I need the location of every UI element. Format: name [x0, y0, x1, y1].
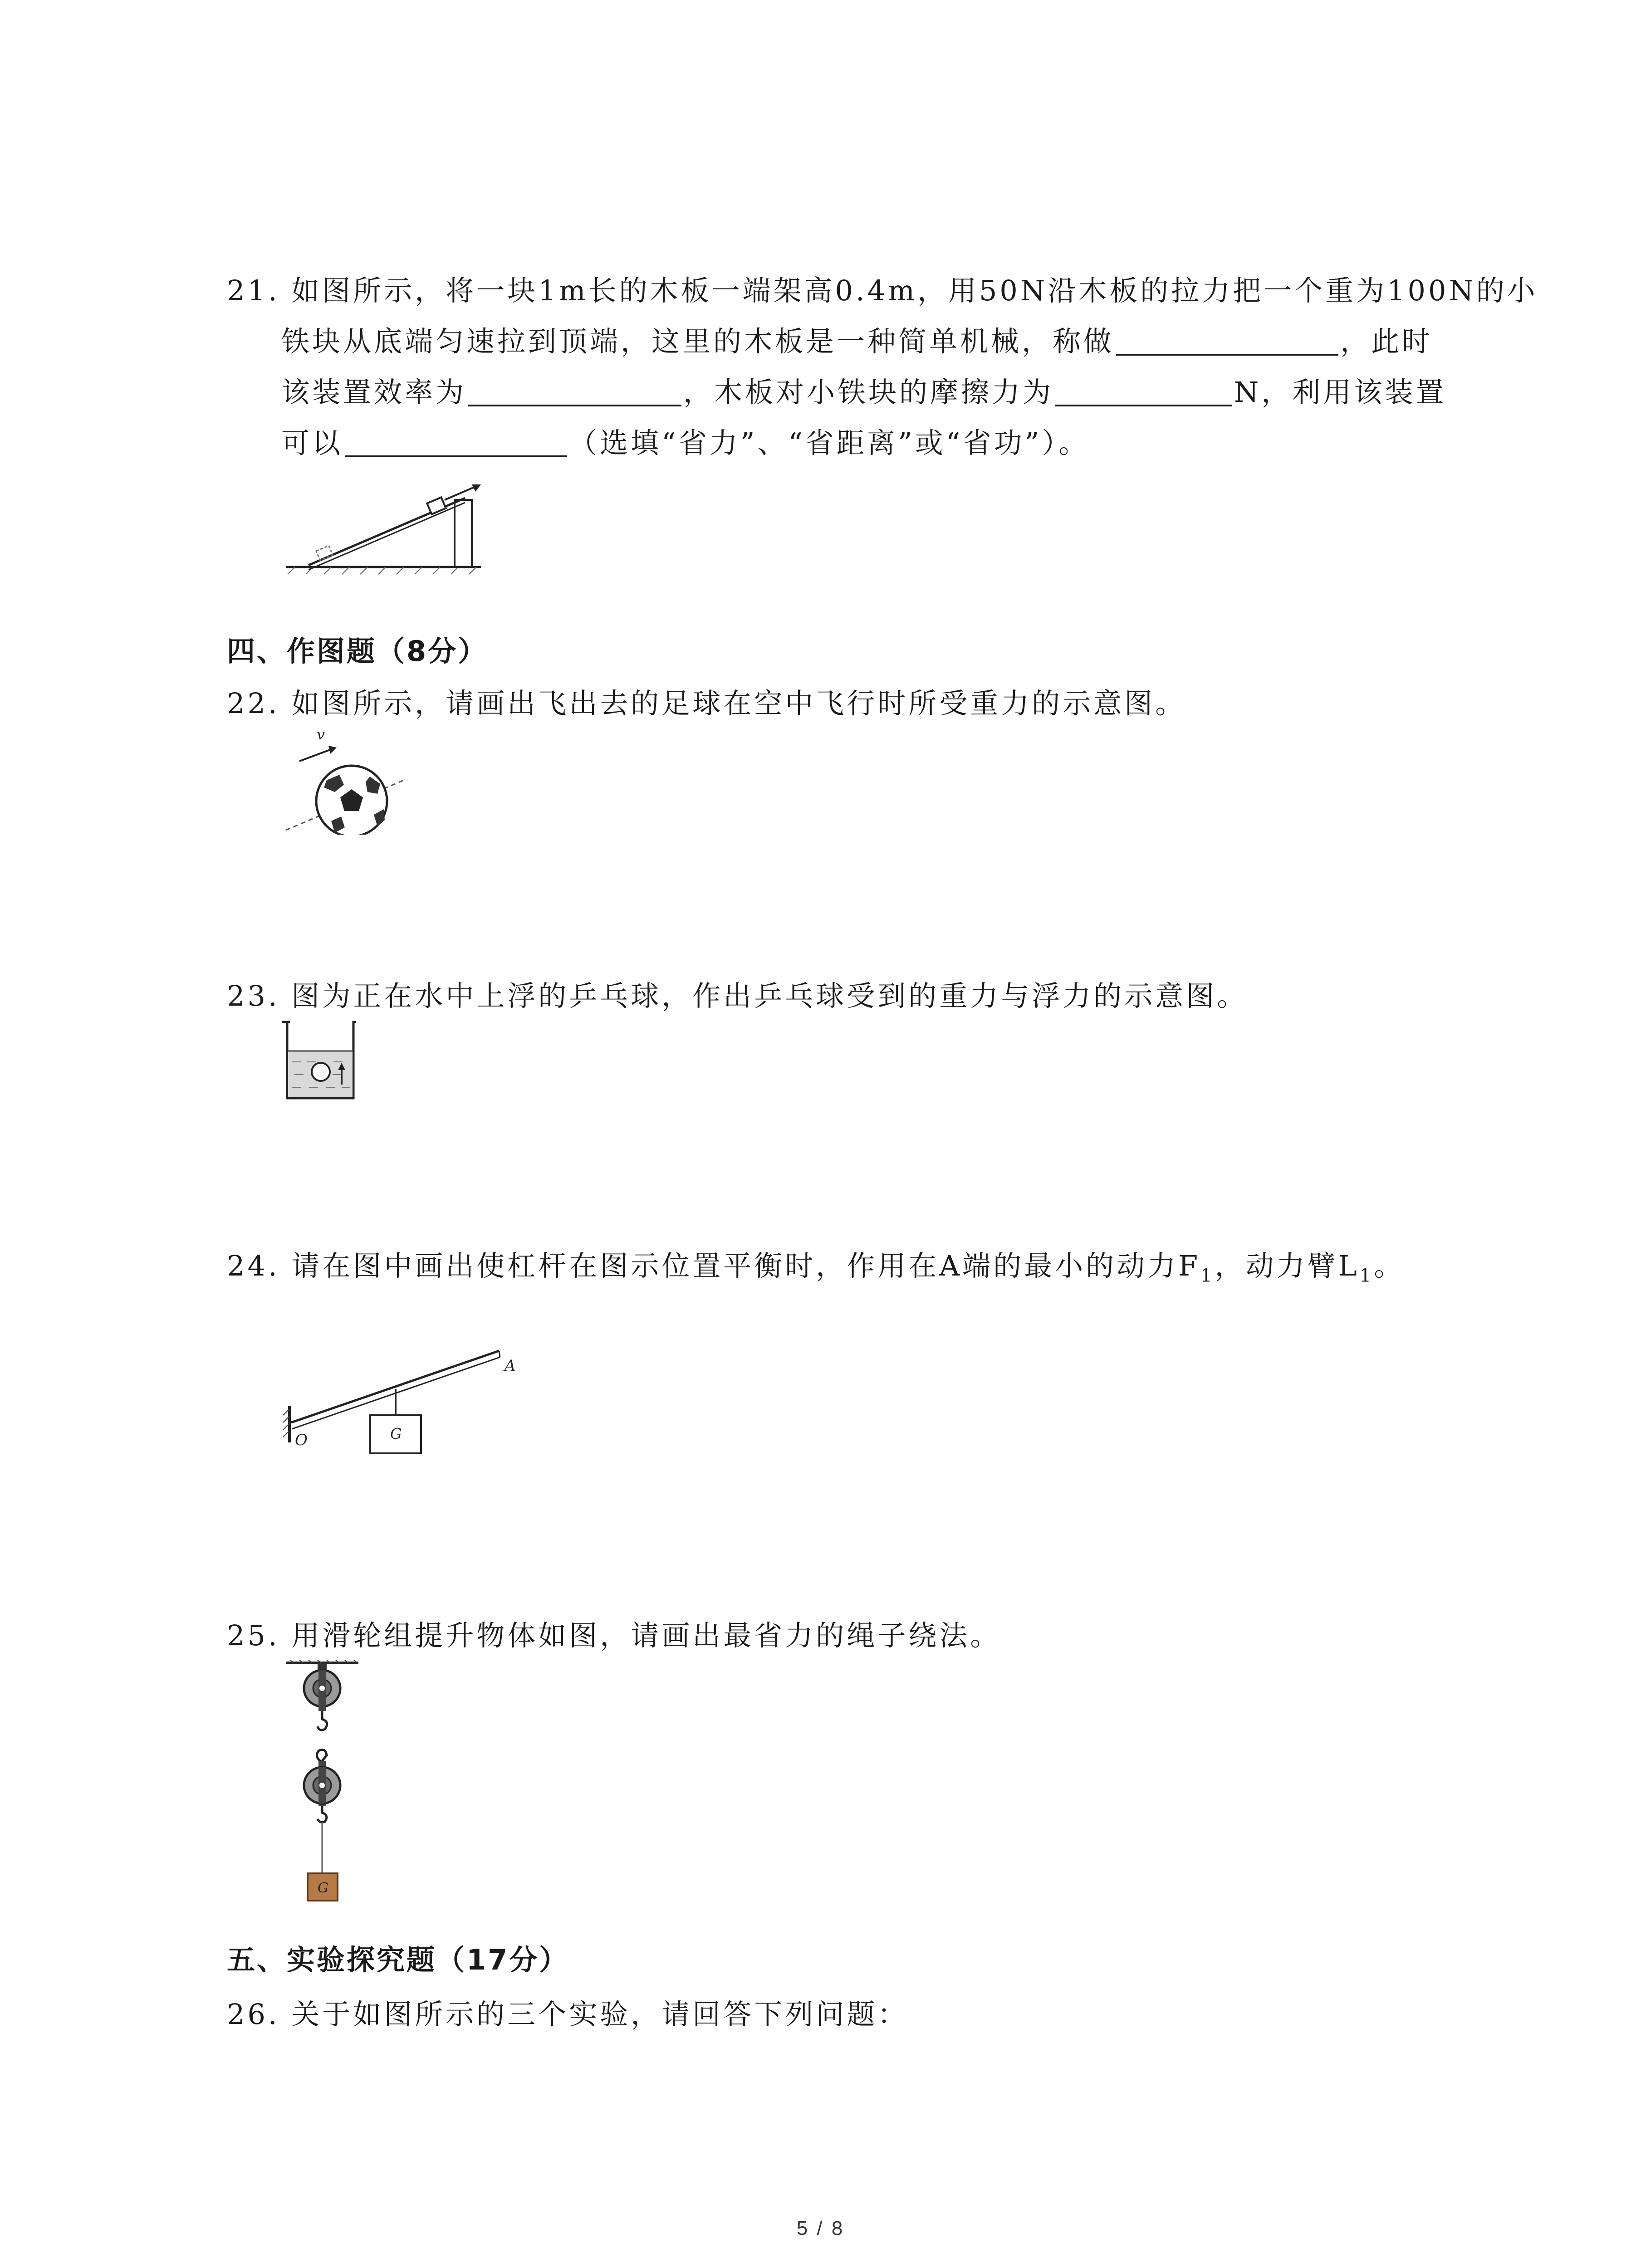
q21-line-4 — [281, 426, 1090, 459]
lever-end — [499, 1351, 500, 1357]
q25-text: 25. 用滑轮组提升物体如图，请画出最省力的绳子绕法。 — [227, 1619, 1001, 1652]
beaker-figure — [279, 1018, 361, 1105]
q26-text: 26. 关于如图所示的三个实验，请回答下列问题： — [227, 1998, 909, 2031]
inclined-plane-figure — [281, 472, 490, 576]
pull-force-arrow — [445, 486, 476, 500]
q23-text: 23. 图为正在水中上浮的乒乓球，作出乒乓球受到的重力与浮力的示意图。 — [227, 979, 1248, 1012]
movable-pulley-axle — [319, 1783, 325, 1788]
q21-line-2a: 铁块从底端匀速拉到顶端，这里的木板是一种简单机械，称做 — [281, 325, 1115, 358]
q24-sub-1: 1 — [1200, 1265, 1215, 1286]
section-4-title: 四、作图题（8分） — [227, 635, 488, 668]
q21-line-3b: ，木板对小铁块的摩擦力为 — [683, 376, 1054, 409]
fixed-pulley-axle — [319, 1686, 325, 1691]
ping-pong-ball — [312, 1063, 330, 1081]
velocity-arrow-head — [328, 746, 337, 754]
answer-blank-advantage[interactable] — [345, 431, 567, 457]
q21-line-3a: 该装置效率为 — [281, 376, 467, 409]
answer-blank-machine[interactable] — [1116, 329, 1338, 356]
q22-text: 22. 如图所示，请画出飞出去的足球在空中飞行时所受重力的示意图。 — [227, 687, 1186, 720]
iron-block-start — [316, 546, 333, 560]
point-a-label: A — [505, 1357, 516, 1375]
velocity-arrow — [299, 749, 331, 761]
wooden-board-edge — [309, 503, 465, 570]
pulley-figure — [281, 1660, 372, 1910]
movable-pulley-hook — [318, 1806, 327, 1822]
point-o-label: O — [295, 1431, 308, 1449]
movable-pulley-hook-top — [317, 1750, 327, 1762]
q21-line-3 — [281, 376, 1447, 409]
q24-sub-2: 1 — [1359, 1265, 1374, 1286]
answer-blank-efficiency[interactable] — [468, 380, 681, 406]
q24-text-b: ，动力臂L — [1215, 1249, 1360, 1282]
q21-line-4a: 可以 — [281, 426, 343, 459]
fixed-pulley-hook — [318, 1711, 327, 1730]
weight-label: G — [390, 1425, 402, 1442]
q24-text — [227, 1249, 1405, 1286]
lever-figure — [281, 1343, 535, 1488]
q21-line-2 — [281, 327, 1433, 356]
q21-line-3c: N，利用该装置 — [1234, 376, 1447, 409]
q21-line-1: 21. 如图所示，将一块1m长的木板一端架高0.4m，用50N沿木板的拉力把一个重为100N的小 — [227, 274, 1538, 307]
q21-line-2b: ，此时 — [1340, 325, 1433, 358]
q24-text-c: 。 — [1374, 1249, 1405, 1282]
velocity-label: v — [317, 726, 325, 743]
page-number: 5 / 8 — [796, 2217, 845, 2239]
q24-text-a: 24. 请在图中画出使杠杆在图示位置平衡时，作用在A端的最小的动力F — [227, 1249, 1201, 1282]
load-label: G — [318, 1880, 328, 1896]
section-5-title: 五、实验探究题（17分） — [227, 1943, 569, 1976]
answer-blank-friction[interactable] — [1055, 380, 1232, 406]
support-block — [455, 500, 472, 567]
q21-line-4b: （选填“省力”、“省距离”或“省功”）。 — [569, 426, 1090, 459]
football-figure — [277, 726, 413, 835]
